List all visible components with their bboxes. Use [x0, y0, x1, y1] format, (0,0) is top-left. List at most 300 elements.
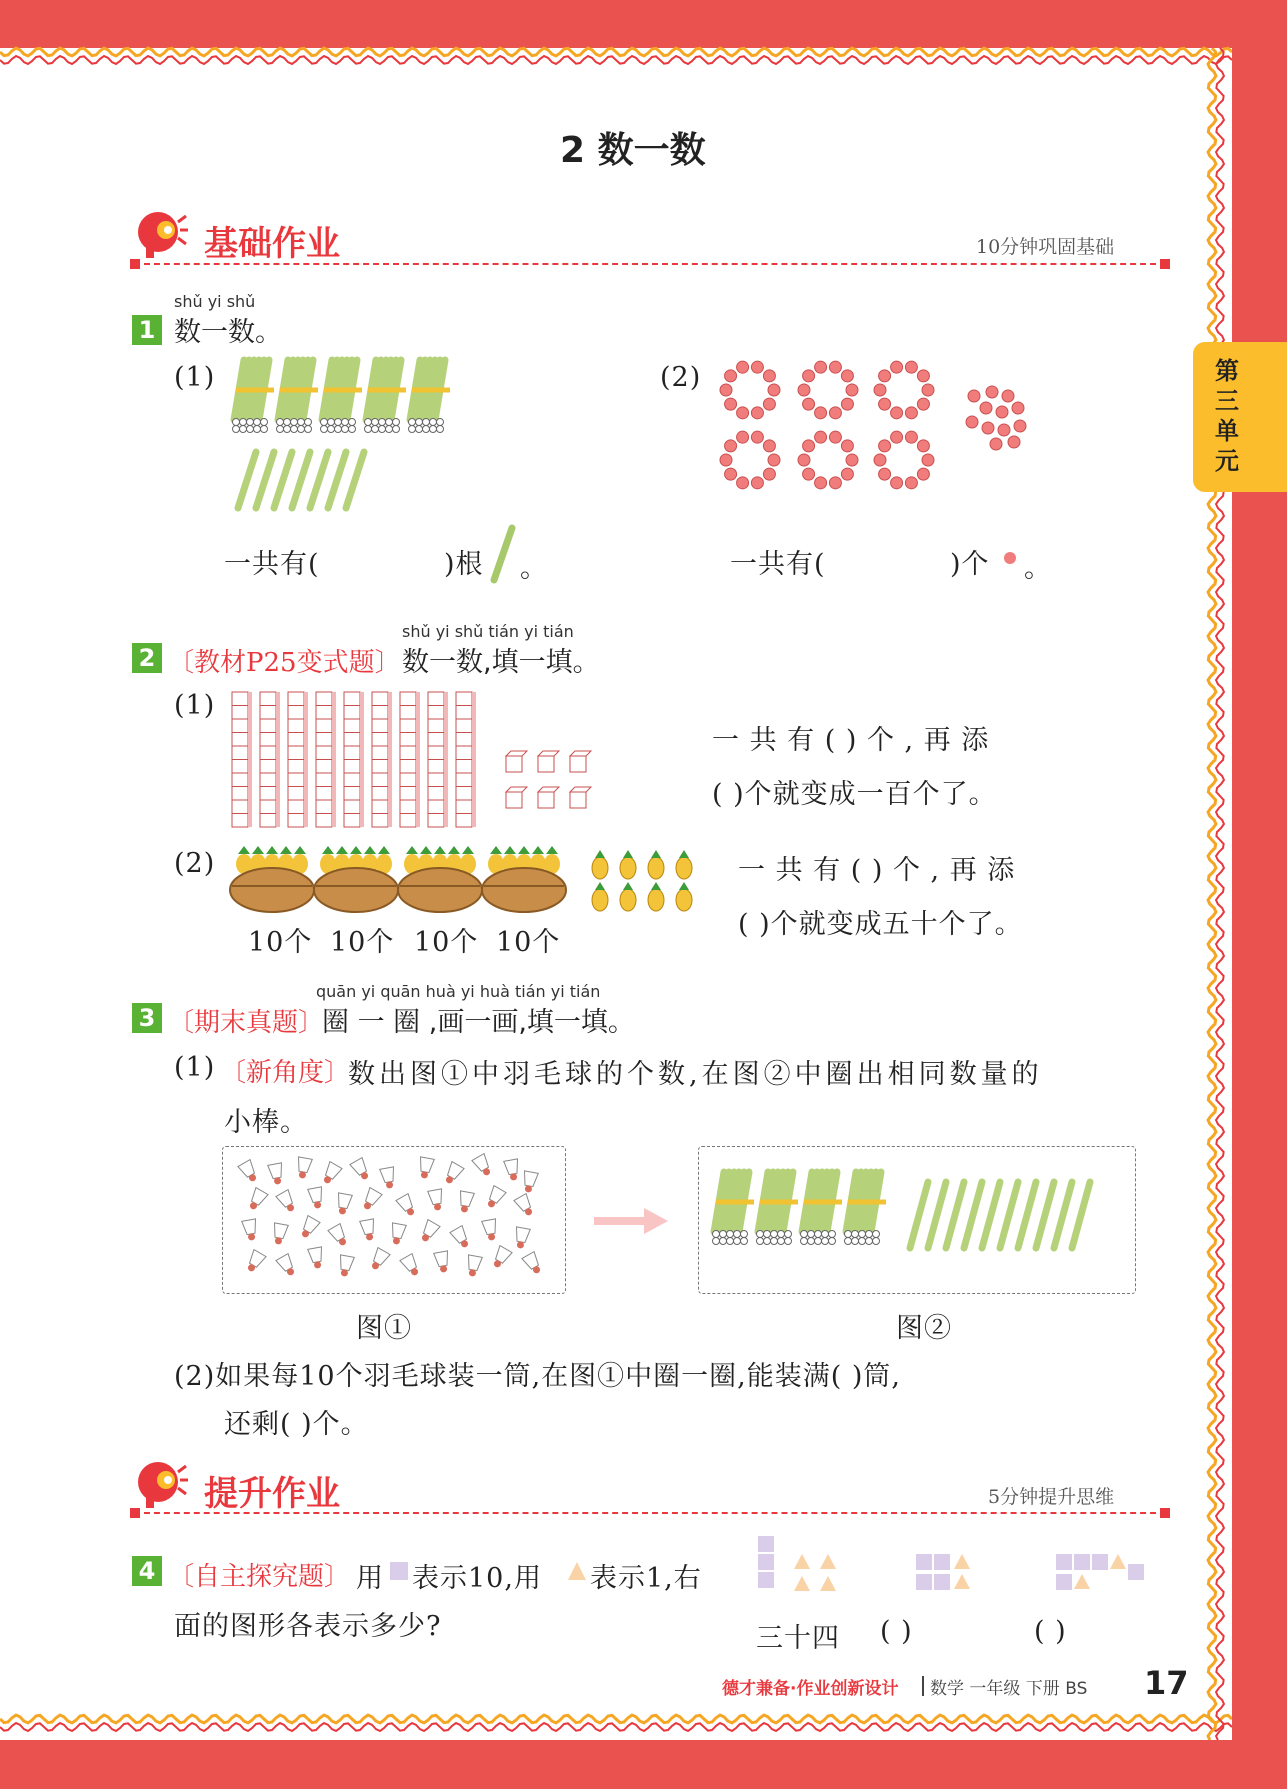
stick-end [342, 426, 349, 433]
stick-end [866, 1231, 873, 1238]
q2-basket-label: 10个 [248, 927, 313, 958]
stick-end [801, 1238, 808, 1245]
basket [314, 868, 398, 912]
dot [803, 370, 815, 382]
dot [1002, 390, 1014, 402]
unit-cube [260, 706, 276, 720]
stick [982, 1182, 1000, 1248]
stick-end [734, 1231, 741, 1238]
unit-cube [400, 814, 416, 828]
pineapple-leaf [651, 850, 661, 858]
rod-side [276, 692, 280, 827]
stick [238, 452, 256, 508]
shuttle-feathers [380, 1167, 396, 1183]
rod-side [388, 692, 392, 827]
stick-end [430, 426, 437, 433]
stick-end [785, 1231, 792, 1238]
dot [917, 440, 929, 452]
dot [815, 431, 827, 443]
figure-2-caption: 图② [896, 1313, 952, 1344]
stick-end [815, 1238, 822, 1245]
shuttlecock [389, 1223, 406, 1246]
q3-sub2-line2: 还剩( )个。 [224, 1409, 369, 1440]
q3-sub1-text: 数出图①中羽毛球的个数,在图②中圈出相同数量的 [348, 1059, 1043, 1090]
unit-cube [344, 760, 360, 774]
shuttlecock [521, 1171, 538, 1194]
q2-text: 数一数,填一填。 [402, 647, 600, 678]
q1-number-badge: 1 [132, 315, 162, 345]
rod-side [444, 692, 448, 827]
unit-cube [400, 787, 416, 801]
q4-text-c: 表示1,右 [590, 1563, 702, 1594]
unit-side-tab[interactable] [1193, 342, 1287, 492]
dot [815, 361, 827, 373]
q2-sub2-line1: 一 共 有 ( ) 个 , 再 添 [738, 855, 1016, 886]
square-tens [758, 1554, 774, 1570]
shuttle-feathers [522, 1171, 538, 1187]
unit-cube [316, 746, 332, 760]
page-title: 2 数一数 [560, 130, 706, 171]
top-wave-border [0, 38, 1232, 78]
shuttlecock [522, 1252, 544, 1277]
pineapple-leaf [364, 846, 376, 854]
unit-cube [400, 800, 416, 814]
stick-end [713, 1231, 720, 1238]
shuttlecock [308, 1187, 325, 1210]
shuttle-feathers [308, 1247, 324, 1263]
dot [763, 370, 775, 382]
footer-info: 数学 一年级 下册 BS [930, 1679, 1088, 1699]
pineapple-leaf [490, 846, 502, 854]
dot [763, 398, 775, 410]
stick-end [852, 1231, 859, 1238]
shuttlecock [380, 1167, 397, 1190]
unit-cube [428, 787, 444, 801]
shuttlecock [490, 1246, 512, 1271]
q2-number-badge: 2 [132, 643, 162, 673]
pineapple-leaf [595, 850, 605, 858]
q4-answer-1: 三十四 [756, 1623, 840, 1654]
pineapple-leaf [350, 846, 362, 854]
pineapple-leaf [322, 846, 334, 854]
square-tens [916, 1574, 932, 1590]
basket [482, 868, 566, 912]
dot [905, 431, 917, 443]
shuttle-feathers [458, 1191, 474, 1207]
shuttlecock [276, 1190, 298, 1215]
stick-end [277, 419, 284, 426]
q4-answer-3[interactable]: ( ) [1034, 1616, 1067, 1647]
unit-cube [316, 733, 332, 747]
unit-cube [288, 746, 304, 760]
dot [996, 406, 1008, 418]
stick [928, 1182, 946, 1248]
dot [829, 361, 841, 373]
unit-cube [372, 733, 388, 747]
pineapple [648, 889, 664, 911]
unit-cube [428, 733, 444, 747]
unit-cube [570, 756, 586, 772]
triangle-ones [820, 1576, 836, 1591]
dot [737, 407, 749, 419]
rod-side [360, 692, 364, 827]
stick-end [829, 1231, 836, 1238]
stick-end [298, 426, 305, 433]
stick [346, 452, 364, 508]
dot [737, 431, 749, 443]
q2-sub1-label: (1) [174, 690, 216, 721]
stick-end [393, 419, 400, 426]
dot [905, 477, 917, 489]
unit-cube [316, 814, 332, 828]
stick-end [372, 419, 379, 426]
q2-basket-label: 10个 [414, 927, 479, 958]
unit-cube [288, 733, 304, 747]
rod-side [416, 692, 420, 827]
q4-tag: 〔自主探究题〕 [168, 1562, 351, 1592]
unit-cube [456, 760, 472, 774]
unit-cube [260, 733, 276, 747]
unit-cube [538, 792, 554, 808]
unit-cube [232, 706, 248, 720]
square-icon [388, 1560, 410, 1582]
dot [874, 384, 886, 396]
dot [879, 440, 891, 452]
dot [891, 407, 903, 419]
unit-cube [288, 787, 304, 801]
stick-end [734, 1238, 741, 1245]
stick-end [873, 1231, 880, 1238]
shuttle-feathers [434, 1251, 450, 1267]
unit-cube [428, 706, 444, 720]
dot [751, 477, 763, 489]
unit-cube [344, 719, 360, 733]
stick [1000, 1182, 1018, 1248]
triangle-ones [1110, 1554, 1126, 1569]
shuttlecock [350, 1158, 372, 1183]
triangle-ones [1074, 1574, 1090, 1589]
unit-cube [344, 692, 360, 706]
q2-sub1-line2: ( )个就变成一百个了。 [712, 779, 997, 810]
stick-end [808, 1238, 815, 1245]
dot [751, 407, 763, 419]
stick-end [801, 1231, 808, 1238]
shuttlecock [400, 1254, 422, 1279]
shuttlecocks-figure [230, 1152, 560, 1288]
shuttlecock [244, 1250, 266, 1275]
shuttlecock [514, 1194, 536, 1219]
stick [1036, 1182, 1054, 1248]
dot [751, 431, 763, 443]
stick-end [852, 1238, 859, 1245]
dot [720, 384, 732, 396]
stick [910, 1182, 928, 1248]
stick-end [771, 1238, 778, 1245]
q4-text-b: 表示10,用 [412, 1563, 542, 1594]
cube-top [538, 751, 559, 756]
shuttle-feathers [272, 1223, 288, 1239]
unit-cube [260, 760, 276, 774]
stick [946, 1182, 964, 1248]
shuttlecock [238, 1160, 260, 1185]
shuttlecock [276, 1254, 298, 1279]
stick-end [291, 419, 298, 426]
q2-pineapple-baskets-figure [228, 846, 708, 920]
unit-cube [232, 760, 248, 774]
unit-cube [344, 800, 360, 814]
square-tens [934, 1554, 950, 1570]
dot [725, 398, 737, 410]
unit-cube [372, 814, 388, 828]
dot [725, 370, 737, 382]
unit-cube [288, 814, 304, 828]
stick-end [386, 426, 393, 433]
basket [398, 868, 482, 912]
pineapple-leaf [546, 846, 558, 854]
stick-end [757, 1231, 764, 1238]
dot [803, 440, 815, 452]
dot [763, 440, 775, 452]
unit-cube [538, 756, 554, 772]
unit-cube [232, 719, 248, 733]
dot [905, 407, 917, 419]
q4-number-badge: 4 [132, 1556, 162, 1586]
stick-end [379, 419, 386, 426]
unit-cube [400, 692, 416, 706]
q2-blocks-figure [228, 688, 608, 834]
dot [803, 398, 815, 410]
stick-end [233, 419, 240, 426]
dot [879, 370, 891, 382]
stick-end [720, 1238, 727, 1245]
unit-cube [372, 719, 388, 733]
unit-cube [288, 692, 304, 706]
stick-end [771, 1231, 778, 1238]
shuttlecock [396, 1194, 418, 1219]
stick-end [845, 1231, 852, 1238]
shuttle-feathers [336, 1193, 352, 1209]
dot [768, 454, 780, 466]
shuttlecock [513, 1227, 530, 1250]
pineapple-leaf [266, 846, 278, 854]
stick-end [386, 419, 393, 426]
unit-cube [344, 787, 360, 801]
stick-end [757, 1238, 764, 1245]
shuttlecock [337, 1255, 354, 1278]
stick-end [409, 419, 416, 426]
stick-end [409, 426, 416, 433]
stick-end [349, 419, 356, 426]
dot [891, 361, 903, 373]
stick-end [335, 419, 342, 426]
dot [763, 468, 775, 480]
unit-cube [316, 773, 332, 787]
unit-cube [456, 706, 472, 720]
stick-end [822, 1238, 829, 1245]
pineapple-leaf [679, 882, 689, 890]
square-tens [1056, 1574, 1072, 1590]
dot [720, 454, 732, 466]
unit-cube [428, 814, 444, 828]
unit-cube [428, 746, 444, 760]
pineapple-leaf [532, 846, 544, 854]
q4-text-a: 用 [356, 1563, 384, 1594]
stick-end [298, 419, 305, 426]
shuttlecock [268, 1163, 285, 1186]
dot [998, 424, 1010, 436]
unit-cube [456, 692, 472, 706]
pineapple-leaf [518, 846, 530, 854]
shuttle-feathers [418, 1157, 434, 1173]
shuttlecock [242, 1219, 259, 1242]
unit-cube [344, 814, 360, 828]
unit-cube [288, 760, 304, 774]
unit-cube [260, 787, 276, 801]
shuttle-feathers [242, 1219, 258, 1235]
unit-cube [260, 719, 276, 733]
stick-end [808, 1231, 815, 1238]
stick-end [437, 419, 444, 426]
unit-cube [400, 773, 416, 787]
unit-cube [260, 692, 276, 706]
shuttle-feathers [428, 1189, 444, 1205]
pineapple-leaf [294, 846, 306, 854]
shuttle-feathers [268, 1163, 284, 1179]
unit-cube [344, 746, 360, 760]
unit-cube [372, 800, 388, 814]
stick-end [328, 419, 335, 426]
triangle-ones [794, 1554, 810, 1569]
shuttlecock [368, 1248, 390, 1273]
right-wave-border [1198, 48, 1238, 1740]
stick-end [284, 426, 291, 433]
stick-icon [488, 524, 518, 584]
stick-end [727, 1238, 734, 1245]
dot [1014, 420, 1026, 432]
stick-end [764, 1238, 771, 1245]
shuttlecock [472, 1154, 494, 1179]
unit-cube [372, 692, 388, 706]
unit-cube [372, 773, 388, 787]
q1-sub1-blank[interactable] [340, 540, 440, 576]
dot [815, 477, 827, 489]
shuttlecock [504, 1159, 521, 1182]
dot [905, 361, 917, 373]
q3-sub1-label: (1) [174, 1052, 216, 1083]
cube-top [506, 751, 527, 756]
unit-cube [372, 746, 388, 760]
square-tens [916, 1554, 932, 1570]
stick-end [335, 426, 342, 433]
dot [879, 398, 891, 410]
square-tens [1128, 1564, 1144, 1580]
dot [841, 398, 853, 410]
section-title-advanced: 提升作业 [204, 1474, 340, 1514]
shuttle-feathers [296, 1157, 312, 1173]
shuttlecock [457, 1191, 474, 1214]
section-mascot-icon [132, 208, 188, 260]
shuttlecock [246, 1188, 268, 1213]
q1-pinyin: shǔ yi shǔ [174, 292, 256, 311]
stick-end [859, 1231, 866, 1238]
stick-end [416, 419, 423, 426]
stick-end [240, 419, 247, 426]
dot [846, 384, 858, 396]
q4-answer-2[interactable]: ( ) [880, 1616, 913, 1647]
square-tens [1056, 1554, 1072, 1570]
section-title-basic: 基础作业 [204, 224, 340, 264]
stick-end [778, 1231, 785, 1238]
stick-end [764, 1231, 771, 1238]
shuttlecock [328, 1224, 350, 1249]
stick-end [741, 1231, 748, 1238]
dot [751, 361, 763, 373]
pineapple [620, 857, 636, 879]
unit-cube [400, 733, 416, 747]
dot [917, 398, 929, 410]
shuttlecock [320, 1162, 342, 1187]
stick-end [423, 426, 430, 433]
unit-cube [288, 719, 304, 733]
stick-end [321, 419, 328, 426]
pineapple-leaf [595, 882, 605, 890]
dot [725, 468, 737, 480]
unit-cube [232, 787, 248, 801]
dot [982, 422, 994, 434]
unit-cube [288, 773, 304, 787]
unit-cube [344, 706, 360, 720]
rod-side [248, 692, 252, 827]
unit-tab-label: 第三单元 [1215, 357, 1239, 475]
unit-cube [506, 792, 522, 808]
stick-end [261, 426, 268, 433]
stick-end [785, 1238, 792, 1245]
square-tens [934, 1574, 950, 1590]
q2-pinyin: shǔ yi shǔ tián yi tián [402, 622, 574, 641]
q1-sub1-answer-end: 。 [520, 553, 548, 584]
unit-cube [232, 692, 248, 706]
q4-shapes-figure [756, 1534, 1166, 1606]
unit-cube [260, 746, 276, 760]
unit-cube [316, 760, 332, 774]
shuttlecock [295, 1157, 312, 1180]
shuttlecock [465, 1255, 482, 1278]
q3-sub2-line1: (2)如果每10个羽毛球装一筒,在图①中圈一圈,能装满( )筒, [174, 1361, 901, 1392]
unit-cube [288, 800, 304, 814]
stick-end [254, 419, 261, 426]
dot [917, 370, 929, 382]
stick-end [321, 426, 328, 433]
triangle-ones [794, 1576, 810, 1591]
stick-end [430, 419, 437, 426]
cube-top [570, 787, 591, 792]
pineapple [676, 857, 692, 879]
stick [274, 452, 292, 508]
triangle-ones [954, 1574, 970, 1589]
q2-sub2-line2: ( )个就变成五十个了。 [738, 909, 1023, 940]
shuttlecock [271, 1223, 288, 1246]
stick-end [727, 1231, 734, 1238]
stick-end [815, 1231, 822, 1238]
pineapple-leaf [623, 850, 633, 858]
pineapple-leaf [448, 846, 460, 854]
dot [879, 468, 891, 480]
q3-number-badge: 3 [132, 1003, 162, 1033]
rod-side [472, 692, 476, 827]
q1-sub2-blank[interactable] [846, 540, 946, 576]
q1-sub1-answer-b: )根 [444, 549, 484, 580]
q3-pinyin: quān yi quān huà yi huà tián yi tián [316, 982, 601, 1001]
